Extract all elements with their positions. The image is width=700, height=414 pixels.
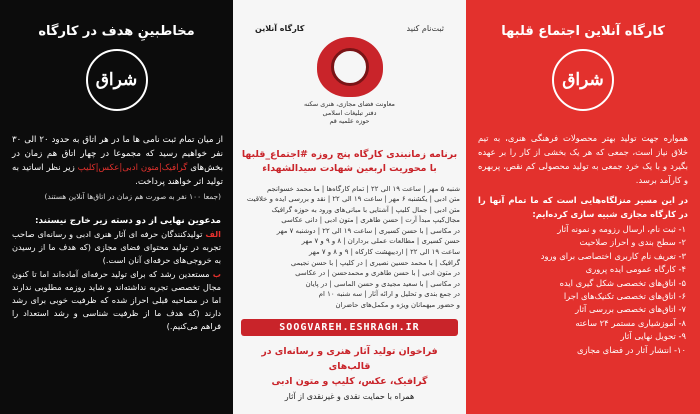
audience-paragraph xyxy=(0,111,233,189)
brand-label: کارگاه آنلاین xyxy=(255,24,305,33)
step-item: ۲- سطح بندی و احراز صلاحیت xyxy=(579,237,686,248)
support-note: همراه با حمایت نقدی و غیرنقدی از آثار xyxy=(284,391,415,401)
audience-text-start: از میان تمام ثبت نامی ها ما در هر اتاق به حدود ۲۰ الی ۳۰ نفر خواهیم رسید که مجموعا در چهار اتاق هم زمان در بخش‌های xyxy=(12,135,223,173)
schedule-title: برنامه زمانبندی کارگاه پنج روزه #اجتماع_قلبها با محوریت اربعین شهادت سیدالشهداء xyxy=(241,148,458,174)
logo-text: شراق xyxy=(562,70,604,90)
mid-topbar xyxy=(233,0,466,33)
audience-note: (جمعا ۱۰۰ نفر به صورت هم زمان در اتاق‌ها آنلاین هستند) xyxy=(44,192,221,201)
schedule-row: ساعت ۱۹ الی ۲۲ | اردیبهشت کارکاه | ۹ و ۸ و ۷ مهر xyxy=(308,248,460,257)
eshragh-logo-icon xyxy=(552,49,614,111)
schedule-row: در مکاسی | با حسن کسیری | ساعت ۱۹ الی ۲۲ | دوشنبه ۷ مهر xyxy=(276,226,460,235)
step-item: ۳- تعریف نام کاربری اختصاصی برای ورود xyxy=(540,250,686,261)
register-label: ثبت‌نام کنید xyxy=(406,24,444,33)
schedule-row: در جمع بندی و تحلیل و ارائه آثار | سه شنبه ۱۰ ام xyxy=(318,290,460,299)
steps-list xyxy=(466,221,700,357)
schedule-row: در متون ادبی | با حسن طاهری و محمدحسن | در عکاسی xyxy=(295,269,460,278)
left-title: مخاطبینِ هدف در کارگاه xyxy=(38,24,195,39)
invitees-be xyxy=(0,268,233,334)
steps-intro: در این مسیر منزلگاه‌هایی است که ما تمام آنها را در کارگاه مجازی شبیه سازی کرده‌ایم: xyxy=(478,195,688,219)
schedule-row: و حضور میهمانان ویژه و مکمل‌های حاضران xyxy=(335,301,460,310)
schedule-row: متن ادبی | جمال کلیپ | آشنایی با مبانی‌های ورود به حوزه گرافیک xyxy=(271,205,460,214)
schedule-row: در مکاسی | با سعید مجیدی و حسن الماسی | در پایان xyxy=(305,279,460,288)
right-title: کارگاه آنلاین اجتماع قلبها xyxy=(501,24,665,39)
step-item: ۹- تحویل نهایی آثار xyxy=(620,331,686,342)
be-text: مستعدین رشد که برای تولید حرفه‌ای آماده‌اند اما تا کنون مجال تخصصی تجربه نداشته‌اند و شاید روزمه مطلوبی ندارند اما در مصاحبه قبلی احراز شده که ظرفیت خوبی برای رشد دارند (که هدف ما از ظرفیت شناسی و رشد استعداد را فراهم می‌کنیم.) xyxy=(12,268,221,332)
step-item: ۴- کارگاه عمومی ایده پروری xyxy=(585,264,686,275)
alef-text: تولیدکنندگان حرفه ای آثار هنری ادبی و رسانه‌ای صاحب تجربه در تولید محتوای فضای مجازی (که هدف ما از رسیدن به خروجی‌های حرفه‌ای آنان است.) xyxy=(12,229,221,266)
organization-emblem-icon xyxy=(317,37,383,97)
invitees-alef xyxy=(0,228,233,268)
step-item: ۱۰- انتشار آثار در فضای مجازی xyxy=(576,344,686,355)
be-marker: ب xyxy=(212,268,221,279)
emblem-core xyxy=(331,48,369,86)
schedule-row: شنبه ۵ مهر | ساعت ۱۹ الی ۲۲ | تمام کارگاه‌ها | ما محمد خسوانجم xyxy=(266,184,460,193)
step-item: ۶- اتاق‌های تخصصی تکنیک‌های اجرا xyxy=(563,291,686,302)
target-audience-panel xyxy=(0,0,233,414)
eshragh-logo-icon xyxy=(86,49,148,111)
schedule-row: حسن کسیری | مطالعات عملی برداران | ۸ و ۹ و ۷ مهر xyxy=(301,237,460,246)
schedule-row: گرافیک | با محمد حسین نصیری | در کلیپ | با حسن نجیمی xyxy=(290,258,460,267)
schedule-row: متن ادبی | یکشنبه ۶ مهر | ساعت ۱۹ الی ۲۲ | نقد و بررسی ایده و خلاقیت xyxy=(247,195,460,204)
step-item: ۱- ثبت نام، ارسال رزومه و نمونه آثار xyxy=(557,224,686,234)
schedule-row: مجال‌کیپ مبدأ آرت | حسن طاهری | متون ادبی | دانی عکاسی xyxy=(281,216,460,225)
workshop-intro-panel xyxy=(466,0,700,414)
invitees-heading: مدعوین نهایی از دو دسته زیر خارج نیستند: xyxy=(35,216,221,226)
website-link[interactable]: SOOGVAREH.ESHRAGH.IR xyxy=(241,319,458,336)
intro-paragraph: همواره جهت تولید بهتر محصولات فرهنگی هنری، به تیم خلاق نیاز است، جمعی که هر یک بخشی از کار را بر عهده بگیرد و با یک خرد جمعی به تولید محصولی کم نقص، پربهره و کارآمد برسد. xyxy=(478,133,688,185)
call-for-works: فراخوان تولید آثار هنری و رسانه‌ای در قالب‌های گرافیک، عکس، کلیپ و متون ادبی xyxy=(261,345,438,387)
alef-marker: الف xyxy=(205,229,221,239)
logo-text: شراق xyxy=(95,70,138,90)
step-item: ۸- آموزشیاری مستمر ۲۴ ساعته xyxy=(575,317,686,328)
step-item: ۷- اتاق‌های تخصصی بررسی آثار xyxy=(575,304,686,315)
schedule-list xyxy=(247,184,460,311)
audience-text-end: زیر نظر اساتید به تولید اثر خواهند پرداخت. xyxy=(12,163,223,187)
audience-fields-highlight: گرافیک|متون ادبی|عکس|کلیپ xyxy=(77,163,188,173)
schedule-panel xyxy=(233,0,466,414)
organization-name: معاونت فضای مجازی، هنری سکنه دفتر تبلیغات اسلامی حوزه علمیه قم xyxy=(304,100,395,125)
step-item: ۵- اتاق‌های تخصصی شکل گیری ایده xyxy=(559,277,686,288)
